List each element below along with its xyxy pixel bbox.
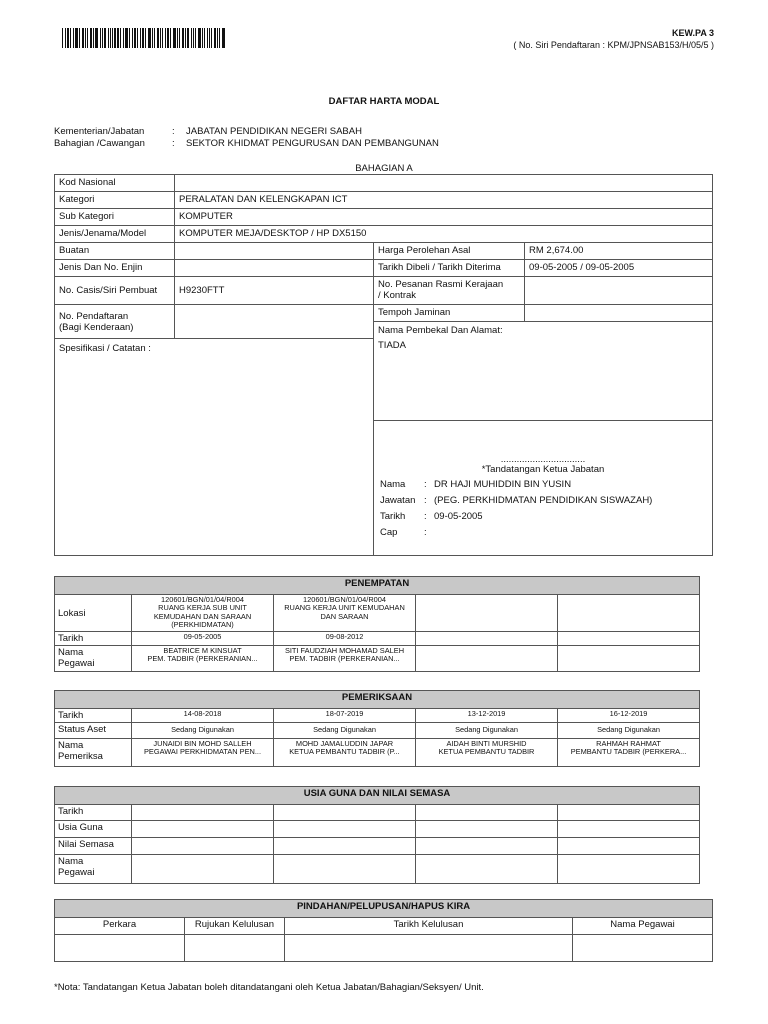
- tarikh-value: 09-05-2005: [434, 511, 483, 522]
- signature-block: ................................ *Tandatangan Ketua Jabatan Nama : DR HAJI MUHIDDIN BIN YUSIN Jawatan : (PEG. PERKHIDMATAN PENDIDIKAN SISWAZAH) Tarikh : 09-05-2005 Cap :: [374, 421, 713, 556]
- harga-label: Harga Perolehan Asal: [374, 243, 525, 260]
- tarikh-kelulusan-header: Tarikh Kelulusan: [285, 918, 573, 935]
- bahagian-value: SEKTOR KHIDMAT PENGURUSAN DAN PEMBANGUNAN: [186, 138, 439, 149]
- harga-value: RM 2,674.00: [525, 243, 713, 260]
- footnote: *Nota: Tandatangan Ketua Jabatan boleh ditandatangani oleh Ketua Jabatan/Bahagian/Seksyen/ Unit.: [54, 982, 484, 993]
- signature-caption: *Tandatangan Ketua Jabatan: [481, 464, 605, 475]
- pembekal-label: Nama Pembekal Dan Alamat:: [378, 325, 503, 336]
- pemeriksa-nama: RAHMAH RAHMAT PEMBANTU TADBIR (PERKERA...: [558, 739, 700, 767]
- pemeriksa-nama: MOHD JAMALUDDIN JAPAR KETUA PEMBANTU TADBIR (P...: [274, 739, 416, 767]
- penempatan-nama: [416, 646, 558, 672]
- sub-kategori-label: Sub Kategori: [55, 209, 175, 226]
- pendaftaran-value: [175, 305, 374, 339]
- penempatan-lokasi: [558, 595, 700, 632]
- bahagian-a-table: [54, 174, 713, 556]
- pemeriksaan-tarikh: 13-12-2019: [416, 709, 558, 723]
- pindahan-title: PINDAHAN/PELUPUSAN/HAPUS KIRA: [55, 900, 713, 918]
- penempatan-nama: [558, 646, 700, 672]
- pembekal-value: TIADA: [378, 340, 406, 351]
- tarikh-label: Tarikh: [380, 511, 406, 522]
- rujukan-kelulusan-header: Rujukan Kelulusan: [185, 918, 285, 935]
- penempatan-lokasi: 120601/BGN/01/04/R004 RUANG KERJA SUB UNIT KEMUDAHAN DAN SARAAN (PERKHIDMATAN): [132, 595, 274, 632]
- usia-guna-label: Usia Guna: [55, 821, 132, 838]
- pemeriksaan-table: [54, 690, 700, 767]
- pemeriksaan-title: PEMERIKSAAN: [55, 691, 700, 709]
- pesanan-value: [525, 277, 713, 305]
- pemeriksaan-tarikh: 18-07-2019: [274, 709, 416, 723]
- penempatan-tarikh: [558, 632, 700, 646]
- sub-kategori-value: KOMPUTER: [175, 209, 713, 226]
- penempatan-table: [54, 576, 700, 672]
- penempatan-title: PENEMPATAN: [55, 577, 700, 595]
- barcode: [62, 28, 226, 48]
- usia-guna-title: USIA GUNA DAN NILAI SEMASA: [55, 787, 700, 805]
- usia-tarikh-label: Tarikh: [55, 805, 132, 821]
- cap-value: [434, 526, 708, 539]
- penempatan-tarikh: 09-08-2012: [274, 632, 416, 646]
- status-aset-label: Status Aset: [55, 723, 132, 739]
- jaminan-label: Tempoh Jaminan: [374, 305, 525, 322]
- jawatan-value: (PEG. PERKHIDMATAN PENDIDIKAN SISWAZAH): [434, 495, 653, 506]
- kod-nasional-label: Kod Nasional: [55, 175, 175, 192]
- kategori-value: PERALATAN DAN KELENGKAPAN ICT: [175, 192, 713, 209]
- usia-guna-table: [54, 786, 700, 884]
- form-code: KEW.PA 3: [671, 28, 714, 38]
- usia-nama-label: Nama Pegawai: [55, 855, 132, 884]
- perkara-header: Perkara: [55, 918, 185, 935]
- kementerian-label: Kementerian/Jabatan: [54, 126, 145, 137]
- pemeriksaan-tarikh-label: Tarikh: [55, 709, 132, 723]
- pendaftaran-label: No. Pendaftaran (Bagi Kenderaan): [55, 305, 175, 339]
- penempatan-nama-label: Nama Pegawai: [55, 646, 132, 672]
- buatan-label: Buatan: [55, 243, 175, 260]
- signature-line: ................................: [500, 454, 586, 465]
- enjin-label: Jenis Dan No. Enjin: [55, 260, 175, 277]
- jawatan-label: Jawatan: [380, 495, 416, 506]
- penempatan-tarikh-label: Tarikh: [55, 632, 132, 646]
- nama-label: Nama: [380, 479, 406, 490]
- cap-label: Cap: [380, 527, 398, 538]
- tarikh-dibeli-label: Tarikh Dibeli / Tarikh Diterima: [374, 260, 525, 277]
- pemeriksaan-tarikh: 16-12-2019: [558, 709, 700, 723]
- jenis-value: KOMPUTER MEJA/DESKTOP / HP DX5150: [175, 226, 713, 243]
- tarikh-dibeli-value: 09-05-2005 / 09-05-2005: [525, 260, 713, 277]
- status-aset: Sedang Digunakan: [416, 723, 558, 739]
- pemeriksa-label: Nama Pemeriksa: [55, 739, 132, 767]
- casis-label: No. Casis/Siri Pembuat: [55, 277, 175, 305]
- jaminan-value: [525, 305, 713, 322]
- bahagian-label: Bahagian /Cawangan: [54, 138, 145, 149]
- enjin-value: [175, 260, 374, 277]
- pemeriksaan-tarikh: 14-08-2018: [132, 709, 274, 723]
- status-aset: Sedang Digunakan: [558, 723, 700, 739]
- penempatan-tarikh: 09-05-2005: [132, 632, 274, 646]
- nilai-semasa-label: Nilai Semasa: [55, 838, 132, 855]
- organization-info: Kementerian/Jabatan : JABATAN PENDIDIKAN NEGERI SABAH Bahagian /Cawangan : SEKTOR KHIDMAT PENGURUSAN DAN PEMBANGUNAN: [54, 126, 439, 149]
- kod-nasional-value: [175, 175, 713, 192]
- status-aset: Sedang Digunakan: [274, 723, 416, 739]
- penempatan-lokasi: [416, 595, 558, 632]
- spesifikasi-label: Spesifikasi / Catatan :: [59, 343, 151, 354]
- jenis-label: Jenis/Jenama/Model: [55, 226, 175, 243]
- casis-value: H9230FTT: [175, 277, 374, 305]
- lokasi-label: Lokasi: [55, 595, 132, 632]
- penempatan-tarikh: [416, 632, 558, 646]
- spesifikasi-cell: [55, 339, 374, 556]
- pindahan-table: [54, 899, 713, 962]
- penempatan-nama: BEATRICE M KINSUAT PEM. TADBIR (PERKERANIAN...: [132, 646, 274, 672]
- kementerian-value: JABATAN PENDIDIKAN NEGERI SABAH: [186, 126, 362, 137]
- pemeriksa-nama: JUNAIDI BIN MOHD SALLEH PEGAWAI PERKHIDMATAN PEN...: [132, 739, 274, 767]
- form-header: [513, 27, 714, 51]
- buatan-value: [175, 243, 374, 260]
- pesanan-label: No. Pesanan Rasmi Kerajaan / Kontrak: [374, 277, 525, 305]
- pemeriksa-nama: AIDAH BINTI MURSHID KETUA PEMBANTU TADBIR: [416, 739, 558, 767]
- penempatan-lokasi: 120601/BGN/01/04/R004 RUANG KERJA UNIT KEMUDAHAN DAN SARAAN: [274, 595, 416, 632]
- nama-pegawai-header: Nama Pegawai: [573, 918, 713, 935]
- nama-value: DR HAJI MUHIDDIN BIN YUSIN: [434, 479, 572, 490]
- status-aset: Sedang Digunakan: [132, 723, 274, 739]
- penempatan-nama: SITI FAUDZIAH MOHAMAD SALEH PEM. TADBIR (PERKERANIAN...: [274, 646, 416, 672]
- serial-number: ( No. Siri Pendaftaran : KPM/JPNSAB153/H/05/5 ): [513, 40, 714, 50]
- kategori-label: Kategori: [55, 192, 175, 209]
- bahagian-a-title: BAHAGIAN A: [355, 163, 413, 174]
- page-title: DAFTAR HARTA MODAL: [328, 96, 440, 107]
- pembekal-cell: [374, 322, 713, 421]
